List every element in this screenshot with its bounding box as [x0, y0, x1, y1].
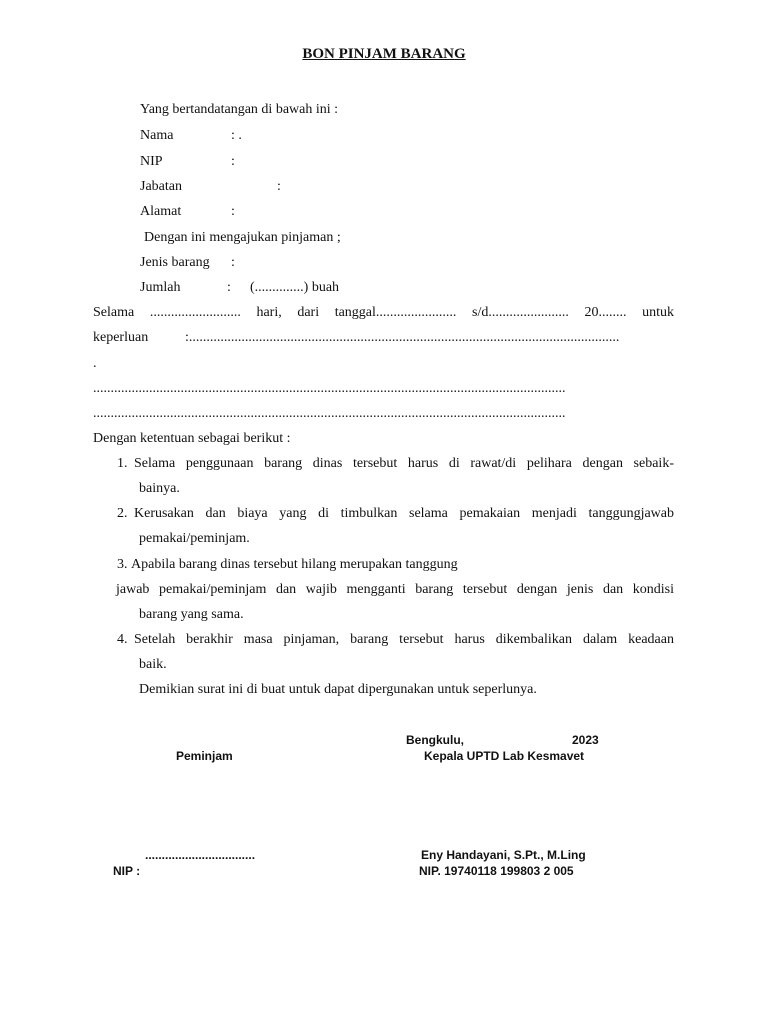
item-4-number: 4. [117, 632, 128, 647]
item-3-line2: jawab pemakai/peminjam dan wajib mengganti barang tersebut dengan jenis dan kondisi [116, 582, 674, 597]
signature-place: Bengkulu, [406, 733, 465, 747]
item-3-line1: Apabila barang dinas tersebut hilang merupakan tanggung [131, 557, 458, 572]
dot-line-1: . [93, 356, 97, 371]
item-3-line3: barang yang sama. [139, 607, 244, 622]
signature-right-name: Eny Handayani, S.Pt., M.Ling [421, 848, 586, 862]
jumlah-value: (..............) buah [250, 280, 340, 295]
item-3-number: 3. [117, 557, 128, 572]
field-alamat-sep: : [231, 204, 235, 219]
jumlah-sep: : [227, 280, 231, 295]
field-nama-sep: : . [231, 128, 242, 143]
signature-left-name: ................................. [145, 848, 256, 862]
jenis-sep: : [231, 255, 235, 270]
signature-left-role: Peminjam [176, 749, 233, 763]
field-jabatan-sep: : [277, 179, 281, 194]
item-1-line1: Selama penggunaan barang dinas tersebut harus di rawat/di pelihara dengan sebaik- [134, 456, 674, 471]
keperluan-dots: :........................................................................................................................... [185, 330, 620, 345]
item-4-line2: baik. [139, 657, 167, 672]
field-nip-label: NIP [140, 154, 163, 169]
dot-line-2: ....................................................................................................................................... [93, 381, 566, 396]
selama-line: Selama .......................... hari, dari tanggal....................... s/d....................... 20........ untuk [93, 305, 674, 320]
jumlah-label: Jumlah [140, 280, 181, 295]
field-jabatan-label: Jabatan [140, 179, 182, 194]
field-nama-label: Nama [140, 128, 174, 143]
signature-year: 2023 [572, 733, 599, 747]
item-2-line1: Kerusakan dan biaya yang di timbulkan selama pemakaian menjadi tanggungjawab [134, 506, 674, 521]
document-title: BON PINJAM BARANG [302, 46, 466, 62]
item-1-line2: bainya. [139, 481, 180, 496]
signature-left-nip: NIP : [113, 864, 141, 878]
closing-text: Demikian surat ini di buat untuk dapat dipergunakan untuk seperlunya. [139, 682, 537, 697]
field-alamat-label: Alamat [140, 204, 182, 219]
ketentuan-intro: Dengan ketentuan sebagai berikut : [93, 431, 291, 446]
keperluan-label: keperluan [93, 330, 149, 345]
signature-right-nip: NIP. 19740118 199803 2 005 [419, 864, 574, 878]
dot-line-3: ....................................................................................................................................... [93, 406, 566, 421]
signature-right-role: Kepala UPTD Lab Kesmavet [424, 749, 585, 763]
request-text: Dengan ini mengajukan pinjaman ; [144, 230, 341, 245]
item-1-number: 1. [117, 456, 128, 471]
jenis-label: Jenis barang [140, 255, 210, 270]
intro-text: Yang bertandatangan di bawah ini : [140, 102, 339, 117]
item-2-number: 2. [117, 506, 128, 521]
item-2-line2: pemakai/peminjam. [139, 531, 250, 546]
item-4-line1: Setelah berakhir masa pinjaman, barang tersebut harus dikembalikan dalam keadaan [134, 632, 674, 647]
field-nip-sep: : [231, 154, 235, 169]
